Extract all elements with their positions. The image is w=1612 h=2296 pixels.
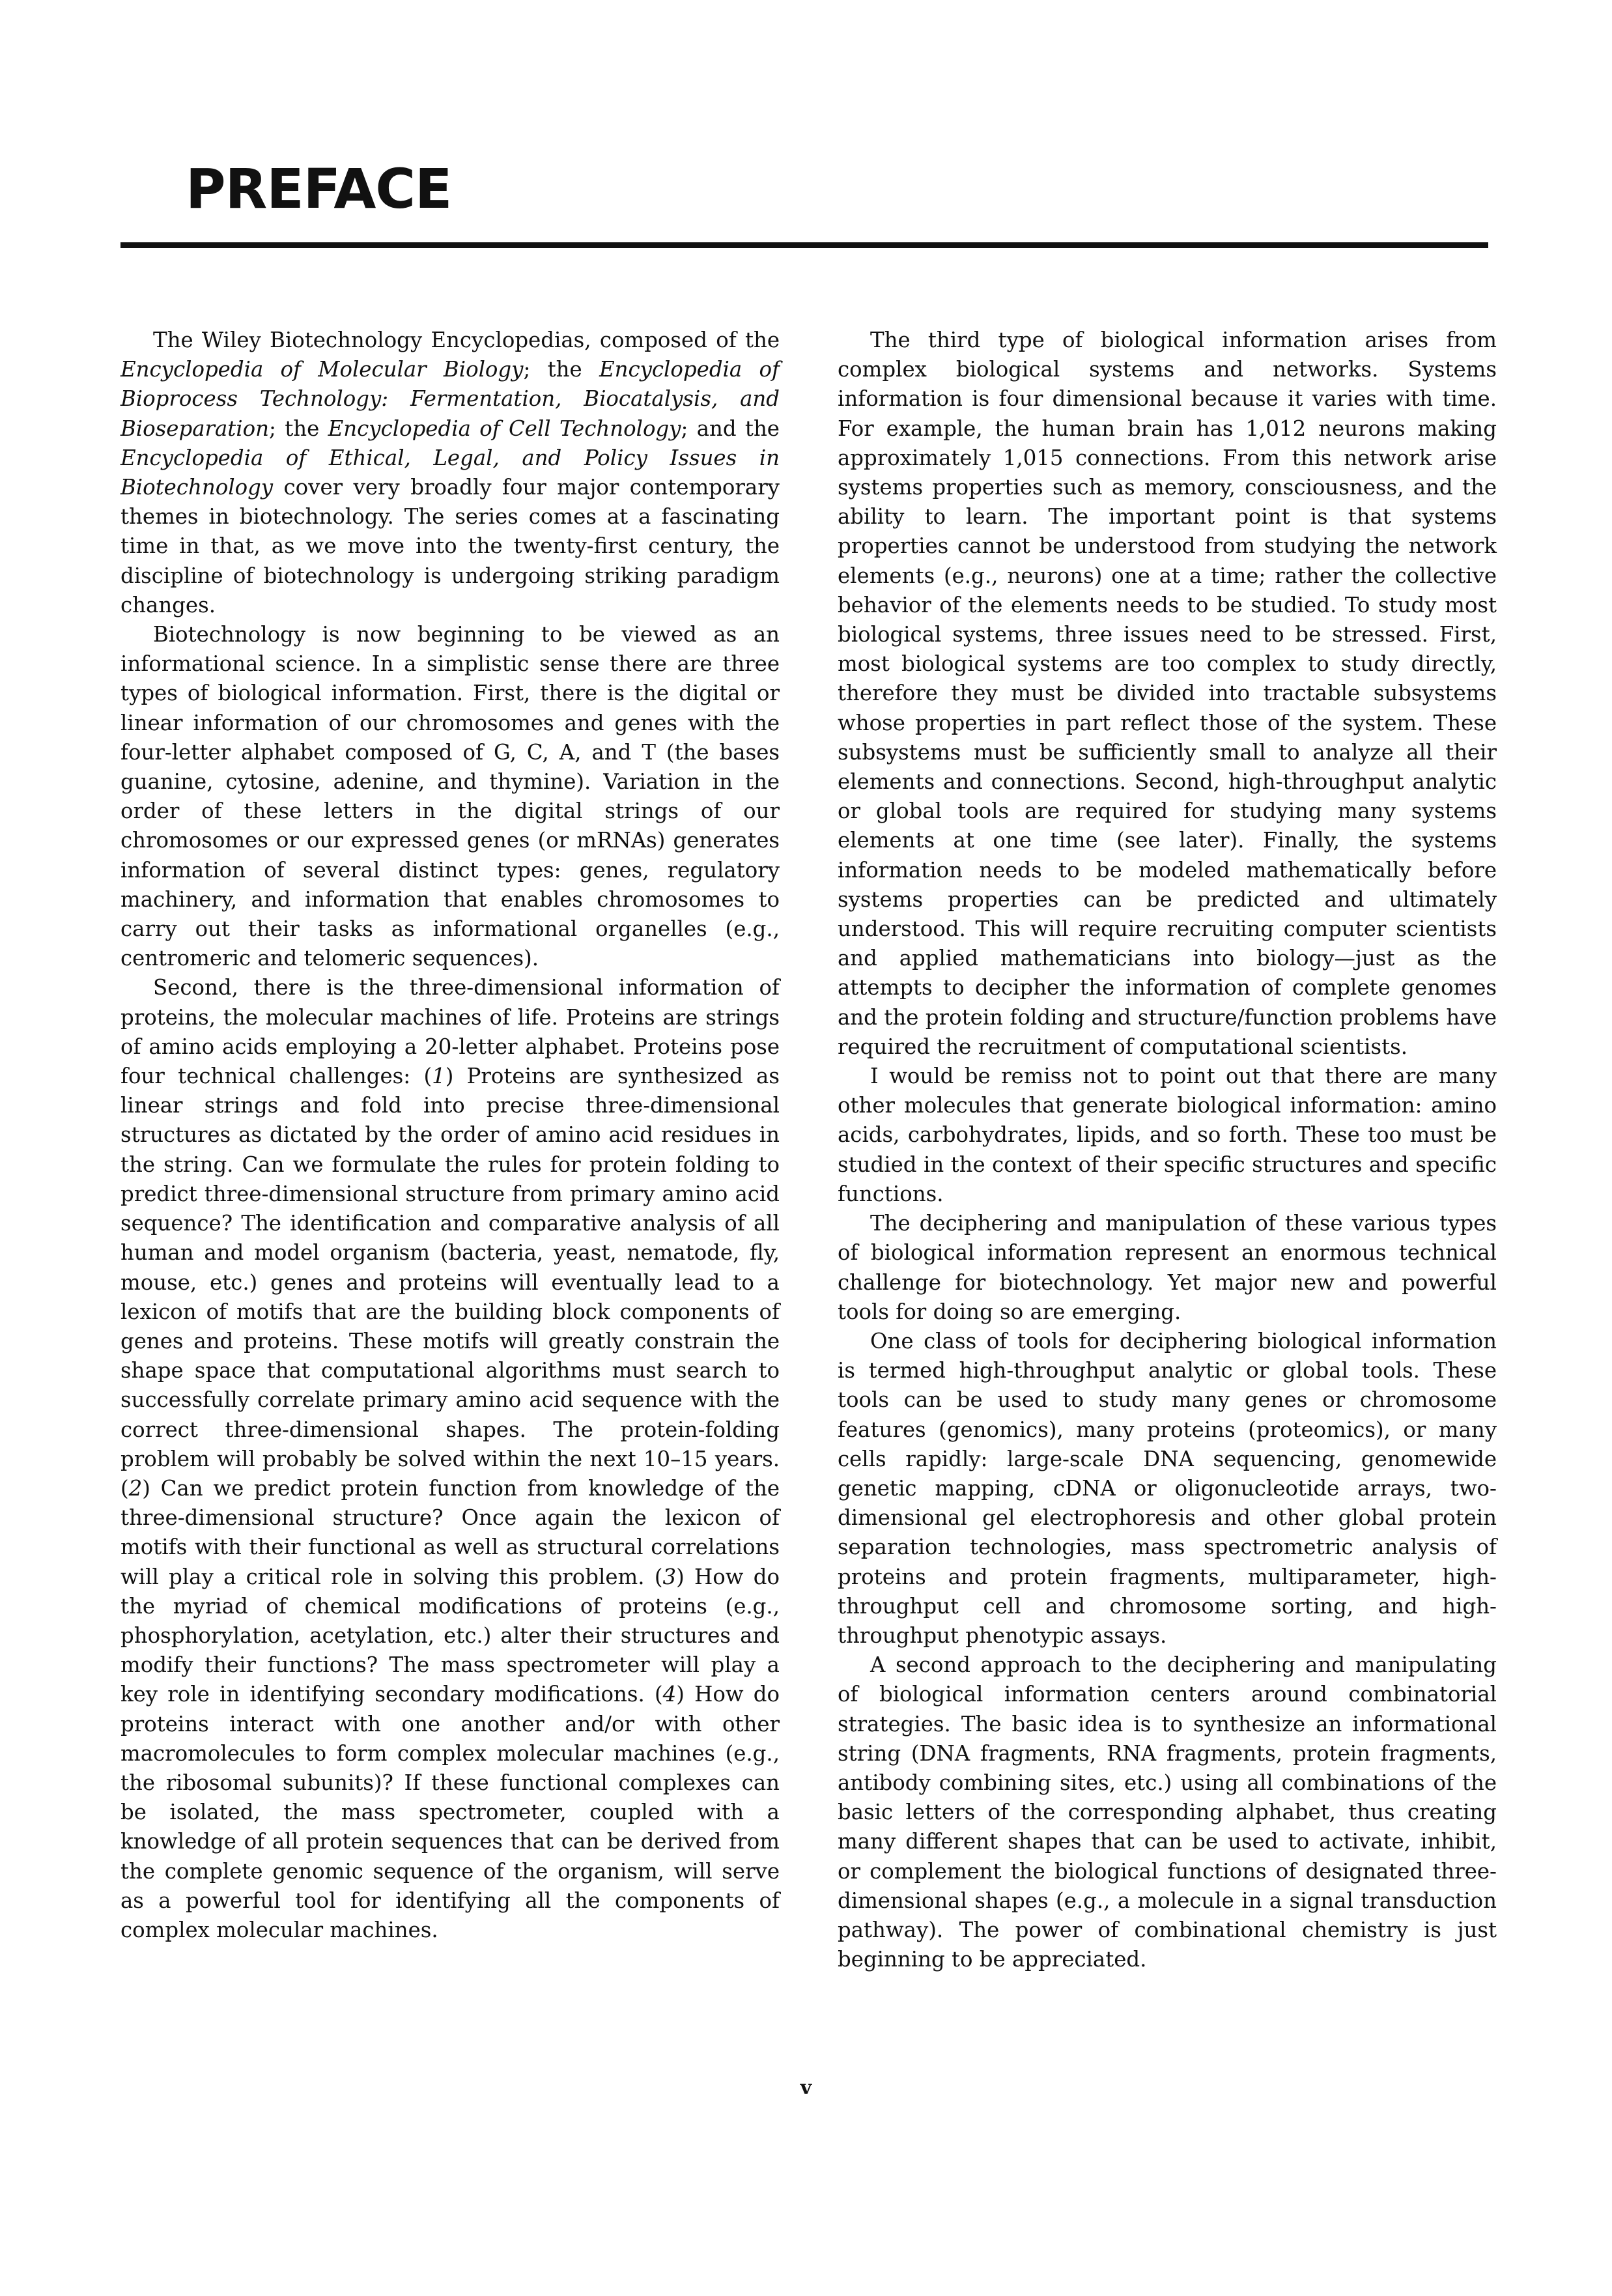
- challenge-number: 3: [662, 1564, 677, 1589]
- encyclopedia-title: Encyclopedia of Bioprocess Technology: Fermentation, Biocatalysis, and Bioseparation: [120, 357, 780, 441]
- paragraph: Biotechnology is now beginning to be viewed as an informational science. In a simplistic sense there are three types of biological information. First, there is the digital or linear information of our chromosomes and genes with the four-letter alphabet composed of G, C, A, and T (the bases guanine, cytosine, adenine, and thymine). Variation in the order of these letters in the digital strings of our chromosomes or our expressed genes (or mRNAs) generates information of several distinct types: genes, regulatory machinery, and information that enables chromosomes to carry out their tasks as informational organelles (e.g., centromeric and telomeric sequences).: [120, 622, 780, 971]
- challenge-number: 1: [432, 1064, 445, 1089]
- paragraph: [120, 973, 780, 1945]
- page-number: v: [800, 2076, 812, 2099]
- text-run: ; and the: [681, 416, 780, 441]
- text-run: ; the: [269, 416, 328, 441]
- text-run: cover very broadly four major contemporary themes in biotechnology. The series comes at a fascinating time in that, as we move into the twenty-first century, the discipline of biotechnology is undergoing striking paradigm changes.: [120, 475, 780, 617]
- text-run: ) How do proteins interact with one another and/or with other macromolecules to form complex molecular machines (e.g., the ribosomal subunits)? If these functional complexes can be isolated, the mass spectrometer, coupled with a knowledge of all protein sequences that can be derived from the complete genomic sequence of the organism, will serve as a powerful tool for identifying all the components of complex molecular machines.: [120, 1682, 780, 1942]
- left-column: [120, 326, 780, 1945]
- encyclopedia-title: Encyclopedia of Cell Technology: [328, 416, 681, 441]
- encyclopedia-title: Encyclopedia of Ethical, Legal, and Policy Issues in Biotechnology: [120, 445, 780, 500]
- encyclopedia-title: Encyclopedia of Molecular Biology: [120, 357, 524, 382]
- paragraph: The third type of biological information arises from complex biological systems and networks. Systems information is four dimensional because it varies with time. For example, the human brain has 1,012 neurons making approximately 1,015 connections. From this network arise systems properties such as memory, consciousness, and the ability to learn. The important point is that systems properties cannot be understood from studying the network elements (e.g., neurons) one at a time; rather the collective behavior of the elements needs to be studied. To study most biological systems, three issues need to be stressed. First, most biological systems are too complex to study directly, therefore they must be divided into tractable subsystems whose properties in part reflect those of the system. These subsystems must be sufficiently small to analyze all their elements and connections. Second, high-throughput analytic or global tools are required for studying many systems elements at one time (see later). Finally, the systems information needs to be modeled mathematically before systems properties can be predicted and ultimately understood. This will require recruiting computer scientists and applied mathematicians into biology—just as the attempts to decipher the information of complete genomes and the protein folding and structure/function problems have required the recruitment of computational scientists.: [838, 328, 1497, 1059]
- paragraph: One class of tools for deciphering biological information is termed high-throughput analytic or global tools. These tools can be used to study many genes or chromosome features (genomics), many proteins (proteomics), or many cells rapidly: large-scale DNA sequencing, genomewide genetic mapping, cDNA or oligonucleotide arrays, two-dimensional gel electrophoresis and other global protein separation technologies, mass spectrometric analysis of proteins and protein fragments, multiparameter, high-throughput cell and chromosome sorting, and high-throughput phenotypic assays.: [838, 1328, 1497, 1648]
- title-rule: [120, 242, 1488, 248]
- paragraph: The deciphering and manipulation of these various types of biological information represent an enormous technical challenge for biotechnology. Yet major new and powerful tools for doing so are emerging.: [838, 1211, 1497, 1324]
- challenge-number: 4: [662, 1682, 677, 1707]
- text-run: ; the: [523, 357, 599, 382]
- paragraph: [120, 326, 780, 620]
- challenge-number: 2: [128, 1475, 143, 1501]
- text-run: ) How do the myriad of chemical modifications of proteins (e.g., phosphorylation, acetylation, etc.) alter their structures and modify their functions? The mass spectrometer will play a key role in identifying secondary modifications. (: [120, 1564, 780, 1707]
- text-run: ) Proteins are synthesized as linear strings and fold into precise three-dimensional structures as dictated by the order of amino acid residues in the string. Can we formulate the rules for protein folding to predict three-dimensional structure from primary amino acid sequence? The identification and comparative analysis of all human and model organism (bacteria, yeast, nematode, fly, mouse, etc.) genes and proteins will eventually lead to a lexicon of motifs that are the building block components of genes and proteins. These motifs will greatly constrain the shape space that computational algorithms must search to successfully correlate primary amino acid sequence with the correct three-dimensional shapes. The protein-folding problem will probably be solved within the next 10–15 years. (: [120, 1064, 780, 1501]
- right-column: [838, 326, 1497, 1974]
- text-run: Second, there is the three-dimensional information of proteins, the molecular machines of life. Proteins are strings of amino acids employing a 20-letter alphabet. Proteins pose four technical challenges: (: [120, 975, 780, 1089]
- text-run: ) Can we predict protein function from knowledge of the three-dimensional structure? Once again the lexicon of motifs with their functional as well as structural correlations will play a critical role in solving this problem. (: [120, 1475, 780, 1589]
- paragraph: A second approach to the deciphering and manipulating of biological information centers around combinatorial strategies. The basic idea is to synthesize an informational string (DNA fragments, RNA fragments, protein fragments, antibody combining sites, etc.) using all combinations of the basic letters of the corresponding alphabet, thus creating many different shapes that can be used to activate, inhibit, or complement the biological functions of designated three-dimensional shapes (e.g., a molecule in a signal transduction pathway). The power of combinational chemistry is just beginning to be appreciated.: [838, 1652, 1497, 1972]
- text-run: The Wiley Biotechnology Encyclopedias, composed of the: [153, 328, 780, 352]
- paragraph: I would be remiss not to point out that there are many other molecules that generate biological information: amino acids, carbohydrates, lipids, and so forth. These too must be studied in the context of their specific structures and specific functions.: [838, 1064, 1497, 1206]
- page-title: PREFACE: [186, 157, 452, 221]
